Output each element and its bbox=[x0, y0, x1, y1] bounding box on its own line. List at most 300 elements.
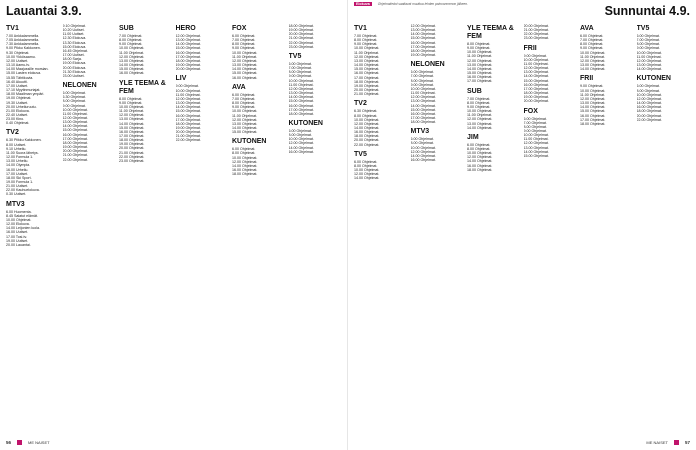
program-listing: 18.00 Ohjelmat. bbox=[467, 167, 493, 172]
channel-block bbox=[524, 45, 578, 104]
program-listing: 9.00 Pikku Kakkonen. bbox=[6, 46, 41, 51]
program-listing: 7.00 Ohjelmat. bbox=[467, 96, 491, 101]
program-listing: 8.00 Ohjelmat. bbox=[467, 146, 491, 151]
program-listing: 19.00 Ohjelmat. bbox=[119, 142, 145, 147]
program-listing: 16.00 Ohjelmat. bbox=[410, 158, 436, 163]
program-listing: 13.00 Ohjelmat. bbox=[175, 101, 201, 106]
program-listing: 19.00 Ohjelmat. bbox=[523, 95, 549, 100]
program-listing: 10.00 Ohjelmat. bbox=[119, 46, 145, 51]
program-listing: 17.00 Uutiset. bbox=[6, 83, 29, 88]
program-listing: 8.00 Ohjelmat. bbox=[410, 141, 434, 146]
program-listing: 17.00 Ohjelmat. bbox=[410, 115, 436, 120]
program-listing: 14.00 Maajussille morsian. bbox=[6, 67, 49, 72]
program-listing: 7.30 Ankkalammella. bbox=[6, 42, 40, 47]
program-listing: 14.00 Ohjelmat. bbox=[636, 101, 662, 106]
program-listing: 18.00 Ohjelmat. bbox=[410, 120, 436, 125]
program-listing: 6.00 Ohjelmat. bbox=[410, 137, 434, 142]
program-listing: 12.00 Ohjelmat. bbox=[580, 58, 606, 63]
program-listing: 15.00 Ohjelmat. bbox=[288, 99, 314, 104]
program-listing: 8.00 Ohjelmat. bbox=[580, 42, 604, 47]
program-listing: 12.00 Ohjelmat. bbox=[636, 58, 662, 63]
program-listing: 7.00 Ohjelmat. bbox=[232, 96, 256, 101]
program-listing: 12.00 Ohjelmat. bbox=[410, 149, 436, 154]
program-listing: 15.00 Ohjelmat. bbox=[580, 109, 606, 114]
program-listing: 13.00 Ohjelmat. bbox=[119, 117, 145, 122]
program-listing: 16.00 Ohjelmat. bbox=[523, 82, 549, 87]
program-listing: 10.00 Ohjelmat. bbox=[523, 133, 549, 138]
channel-name: KUTONEN bbox=[288, 119, 323, 127]
program-listing: 16.00 Ohjelmat. bbox=[288, 103, 314, 108]
program-listing: 10.00 Ohjelmat. bbox=[636, 92, 662, 97]
program-listing: 6.00 Ohjelmat. bbox=[636, 34, 660, 38]
channel-name: NELONEN bbox=[62, 82, 97, 90]
program-listing: 9.00 Ohjelmat. bbox=[175, 84, 199, 89]
channel-block bbox=[289, 120, 343, 154]
program-listing: 10.00 Ohjelmat. bbox=[288, 137, 314, 142]
program-listing: 12.00 Ohjelmat. bbox=[288, 141, 314, 146]
program-listing: 11.00 Ohjelmat. bbox=[232, 54, 258, 59]
program-listing: 7.00 Ohjelmat. bbox=[288, 66, 312, 71]
program-listing: 17.00 Ohjelmat. bbox=[467, 79, 493, 84]
program-listing: 10.00 Ohjelmat. bbox=[636, 50, 662, 55]
channel-name: FOX bbox=[523, 107, 538, 115]
program-listing: 14.00 Ohjelmat. bbox=[580, 67, 606, 72]
channel-block bbox=[467, 25, 521, 84]
listing-column bbox=[232, 24, 286, 436]
channel-block bbox=[467, 88, 521, 130]
program-listing: 17.00 Ohjelmat. bbox=[410, 44, 436, 49]
channel-block bbox=[411, 24, 465, 57]
program-listing: 21.00 Ohjelmat. bbox=[288, 36, 314, 41]
channel-block bbox=[63, 82, 117, 162]
program-listing: 15.00 Ohjelmat. bbox=[410, 36, 436, 41]
program-listing: 11.00 Ohjelmat. bbox=[580, 92, 606, 97]
right-page-header bbox=[354, 4, 690, 18]
program-listing: 19.00 Elokuva. bbox=[62, 61, 87, 66]
right-footer bbox=[354, 438, 690, 446]
program-listing: 18.00 Ohjelmat. bbox=[62, 140, 88, 145]
program-listing: 20.00 Elokuva. bbox=[62, 65, 87, 70]
channel-name: TV2 bbox=[6, 129, 19, 137]
program-listing: 6.00 Ohjelmat. bbox=[410, 70, 434, 75]
program-listing: 20.00 Ohjelmat. bbox=[636, 113, 662, 118]
listing-column bbox=[119, 24, 173, 436]
disclaimer-text: Ohjelmatiedot saattavat muuttua lehden painoonmenon jälkeen. bbox=[377, 2, 468, 6]
program-listing: 13.00 Ohjelmat. bbox=[467, 121, 493, 126]
program-listing: 15.00 Ohjelmat. bbox=[467, 71, 493, 76]
program-listing: 9.00 Ohjelmat. bbox=[410, 82, 434, 87]
program-listing: 6.00 Ohjelmat. bbox=[62, 91, 86, 96]
program-listing: 21.00 Uutiset. bbox=[6, 184, 29, 189]
channel-block bbox=[232, 25, 286, 80]
program-listing: 8.00 Ohjelmat. bbox=[636, 42, 660, 47]
program-listing: 19.00 Uutiset. bbox=[6, 238, 29, 243]
program-listing: 14.00 Ohjelmat. bbox=[288, 145, 314, 150]
program-listing: 12.00 Ohjelmat. bbox=[636, 96, 662, 101]
program-listing: 8.00 Ohjelmat. bbox=[288, 133, 312, 138]
program-listing: 12.00 Ohjelmat. bbox=[410, 95, 436, 100]
channel-name: FOX bbox=[232, 25, 247, 32]
program-listing: 6.00 Ohjelmat. bbox=[288, 128, 312, 133]
program-listing: 21.00 Elokuva. bbox=[6, 108, 30, 113]
program-listing: 10.00 Ohjelmat. bbox=[467, 50, 493, 55]
program-listing: 9.00 Ohjelmat. bbox=[119, 100, 143, 105]
program-listing: 6.00 Ohjelmat. bbox=[636, 84, 660, 89]
program-listing: 12.00 Ohjelmat. bbox=[232, 117, 258, 122]
program-listing: 12.00 Ohjelmat. bbox=[119, 113, 145, 118]
program-listing: 7.00 Ohjelmat. bbox=[523, 120, 547, 125]
program-listing: 17.00 Ohjelmat. bbox=[354, 75, 380, 80]
program-listing: 8.00 Ohjelmat. bbox=[232, 151, 256, 156]
channel-block bbox=[289, 53, 343, 116]
program-listing: 10.00 Ohjelmat. bbox=[354, 168, 380, 173]
program-listing: 21.00 Ohjelmat. bbox=[62, 153, 88, 158]
channel-name: KUTONEN bbox=[636, 75, 671, 83]
channel-name: AVA bbox=[232, 83, 246, 91]
channel-name: TV2 bbox=[354, 100, 367, 108]
channel-name: TV5 bbox=[288, 52, 302, 60]
program-listing: 12.00 Elokuva. bbox=[6, 222, 30, 227]
program-listing: 12.00 Uutiset. bbox=[6, 58, 29, 63]
program-listing: 12.00 Ohjelmat. bbox=[580, 96, 606, 101]
channel-name: SUB bbox=[467, 87, 482, 95]
program-listing: 13.00 Urheilu. bbox=[6, 159, 29, 164]
program-listing: 11.00 Ohjelmat. bbox=[580, 54, 606, 59]
program-listing: 13.00 Ohjelmat. bbox=[636, 63, 662, 68]
channel-block bbox=[354, 100, 408, 146]
program-listing: 21.00 Ohjelmat. bbox=[175, 134, 201, 139]
program-listing: 18.00 Maailman ympäri. bbox=[6, 92, 45, 97]
program-listing: 16.00 Ohjelmat. bbox=[175, 50, 201, 55]
program-listing: 11.00 Ohjelmat. bbox=[410, 91, 436, 96]
program-listing: 9.00 Ohjelmat. bbox=[467, 104, 491, 109]
page-number: 57 bbox=[684, 439, 690, 445]
program-listing: 11.00 Ohjelmat. bbox=[354, 50, 380, 55]
channel-name: FRII bbox=[580, 75, 594, 83]
program-listing: 7.00 Ohjelmat. bbox=[119, 34, 143, 38]
channel-block bbox=[176, 75, 230, 142]
channel-block bbox=[354, 25, 408, 96]
program-listing: 15.00 Ohjelmat. bbox=[119, 125, 145, 130]
program-listing: 7.00 Ohjelmat. bbox=[232, 38, 256, 43]
program-listing: 23.00 Ohjelmat. bbox=[523, 36, 549, 41]
program-listing: 22.40 Uutiset. bbox=[6, 112, 29, 117]
program-listing: 11.00 Ohjelmat. bbox=[523, 61, 549, 66]
program-listing: 18.00 Ohjelmat. bbox=[175, 58, 201, 63]
program-listing: 22.00 Ohjelmat. bbox=[288, 40, 314, 45]
program-listing: 17.00 Uutiset. bbox=[6, 171, 29, 176]
program-listing: 16.00 Ohjelmat. bbox=[467, 75, 493, 80]
program-listing: 8.45 Salatut elämät. bbox=[6, 213, 38, 218]
program-listing: 6.00 Ohjelmat. bbox=[232, 92, 256, 97]
channel-block bbox=[524, 108, 578, 159]
channel-name: NELONEN bbox=[410, 61, 445, 69]
day-title-sunday: Sunnuntai 4.9. bbox=[604, 4, 690, 18]
program-listing: 10.00 Ohjelmat. bbox=[580, 88, 606, 93]
program-listing: 19.00 Ohjelmat. bbox=[354, 83, 380, 88]
program-listing: 12.00 Ohjelmat. bbox=[467, 58, 493, 63]
program-listing: 6.00 Huomenta. bbox=[6, 209, 32, 214]
program-listing: 19.00 Formula 1. bbox=[6, 180, 34, 184]
right-listings bbox=[354, 24, 690, 436]
program-listing: 22.00 Ohjelmat. bbox=[354, 142, 380, 147]
program-listing: 20.00 Lauantai. bbox=[6, 242, 31, 247]
program-listing: 20.00 Ohjelmat. bbox=[175, 130, 201, 135]
program-listing: 6.00 Ohjelmat. bbox=[232, 147, 256, 152]
program-listing: 12.00 Ohjelmat. bbox=[467, 117, 493, 122]
program-listing: 15.00 Elokuva. bbox=[62, 44, 87, 49]
program-listing: 7.00 Ohjelmat. bbox=[580, 38, 604, 43]
program-listing: 11.00 Ohjelmat. bbox=[467, 54, 493, 59]
program-listing: 8.00 Ohjelmat. bbox=[62, 99, 86, 104]
program-listing: 18.00 Ohjelmat. bbox=[175, 121, 201, 126]
program-listing: 15.00 Ohjelmat. bbox=[232, 130, 258, 135]
channel-block bbox=[289, 24, 343, 49]
channel-name: MTV3 bbox=[6, 200, 25, 208]
program-listing: 10.20 Uutiset. bbox=[62, 28, 85, 33]
channel-name: TV5 bbox=[354, 150, 367, 158]
program-listing: 14.00 Ohjelmat. bbox=[232, 125, 258, 130]
program-listing: 12.00 Ohjelmat. bbox=[175, 34, 201, 38]
program-listing: 16.00 Uutiset. bbox=[6, 230, 29, 235]
program-listing: 18.00 Ohjelmat. bbox=[410, 48, 436, 53]
program-listing: 13.00 Ohjelmat. bbox=[410, 28, 436, 33]
program-listing: 14.00 Ohjelmat. bbox=[354, 63, 380, 68]
program-listing: 12.00 Ohjelmat. bbox=[354, 121, 380, 126]
channel-name: FRII bbox=[523, 44, 537, 52]
program-listing: 10.00 Ohjelmat. bbox=[467, 109, 493, 114]
program-listing: 16.00 Ohjelmat. bbox=[636, 105, 662, 110]
program-listing: 14.00 Ohjelmat. bbox=[232, 163, 258, 168]
program-listing: 16.00 Ohjelmat. bbox=[354, 130, 380, 135]
program-listing: 16.00 Urheilu. bbox=[6, 167, 29, 172]
program-listing: 9.00 Ohjelmat. bbox=[467, 46, 491, 51]
program-listing: 13.00 Ohjelmat. bbox=[119, 58, 145, 63]
program-listing: 17.00 Ohjelmat. bbox=[580, 117, 606, 122]
program-listing: 14.00 Ohjelmat. bbox=[410, 32, 436, 37]
program-listing: 22.00 Ohjelmat. bbox=[636, 117, 662, 122]
program-listing: 10.00 Ohjelmat. bbox=[580, 50, 606, 55]
program-listing: 12.00 Ohjelmat. bbox=[523, 66, 549, 71]
program-listing: 10.00 Ohjelmat. bbox=[354, 117, 380, 122]
channel-name: MTV3 bbox=[410, 128, 430, 136]
program-listing: 11.00 Ohjelmat. bbox=[523, 137, 549, 142]
program-listing: 12.00 Ohjelmat. bbox=[354, 172, 380, 177]
program-listing: 14.00 Ohjelmat. bbox=[636, 67, 662, 72]
channel-name: YLE TEEMA & FEM bbox=[119, 79, 166, 95]
program-listing: 11.00 Ohjelmat. bbox=[175, 92, 201, 97]
program-listing: 6.00 Ohjelmat. bbox=[354, 159, 378, 164]
program-listing: 19.00 Ohjelmat. bbox=[6, 96, 32, 101]
program-listing: 11.00 Suora lähetys. bbox=[6, 150, 39, 155]
program-listing: 17.00 Ohjelmat. bbox=[119, 133, 145, 138]
program-listing: 15.00 Ohjelmat. bbox=[523, 153, 549, 158]
program-listing: 16.00 Ohjelmat. bbox=[288, 149, 314, 154]
program-listing: 15.00 Ohjelmat. bbox=[410, 107, 436, 112]
brand-mark-icon bbox=[17, 440, 22, 445]
program-listing: 9.00 Ohjelmat. bbox=[523, 128, 547, 133]
program-listing: 14.00 Ohjelmat. bbox=[232, 67, 258, 72]
channel-block bbox=[637, 25, 691, 71]
program-listing: 14.00 Ohjelmat. bbox=[523, 149, 549, 154]
program-listing: 10.00 Ohjelmat. bbox=[232, 155, 258, 160]
program-listing: 9.00 Ohjelmat. bbox=[580, 46, 604, 51]
program-listing: 11.00 Ohjelmat. bbox=[232, 113, 258, 118]
listing-column bbox=[6, 24, 60, 436]
program-listing: 14.00 Ohjelmat. bbox=[467, 125, 493, 130]
program-listing: 20.00 Ohjelmat. bbox=[354, 138, 380, 143]
channel-block bbox=[6, 201, 60, 247]
program-listing: 7.00 Ohjelmat. bbox=[410, 74, 434, 79]
program-listing: 13.00 Ohjelmat. bbox=[467, 62, 493, 67]
program-listing: 6.30 Ohjelmat. bbox=[62, 95, 86, 100]
program-listing: 7.00 Ohjelmat. bbox=[354, 34, 378, 38]
program-listing: 20.00 Ohjelmat. bbox=[523, 99, 549, 104]
program-listing: 13.00 Ohjelmat. bbox=[354, 58, 380, 63]
channel-name: TV1 bbox=[354, 25, 367, 32]
program-listing: 11.00 Ohjelmat. bbox=[636, 54, 662, 59]
program-listing: 22.00 Ohjelmat. bbox=[523, 32, 549, 37]
program-listing: 11.00 Ohjelmat. bbox=[467, 113, 493, 118]
program-listing: 10.00 Ohjelmat. bbox=[175, 88, 201, 93]
program-listing: 13.00 Ohjelmat. bbox=[580, 101, 606, 106]
right-columns bbox=[354, 24, 690, 436]
program-listing: 18.00 Ohjelmat. bbox=[232, 172, 258, 177]
program-listing: 18.00 Sarja. bbox=[62, 57, 82, 62]
program-listing: 16.00 Ohjelmat. bbox=[119, 71, 145, 76]
channel-block bbox=[232, 138, 286, 176]
program-listing: 16.00 Ohjelmat. bbox=[62, 132, 88, 137]
left-page-header bbox=[6, 4, 342, 18]
program-listing: 18.00 Ohjelmat. bbox=[580, 121, 606, 126]
program-listing: 23.00 Kino. bbox=[6, 117, 25, 122]
program-listing: 8.00 Ohjelmat. bbox=[288, 70, 312, 75]
program-listing: 18.00 Ohjelmat. bbox=[354, 134, 380, 139]
program-listing: 21.00 Ohjelmat. bbox=[119, 150, 145, 155]
listing-column bbox=[176, 24, 230, 436]
left-footer bbox=[6, 438, 342, 446]
program-listing: 11.00 Uutiset. bbox=[62, 32, 85, 37]
program-listing: 22.00 Ohjelmat. bbox=[62, 157, 88, 162]
program-listing: 17.00 Ohjelmat. bbox=[288, 107, 314, 112]
program-listing: 13.10 Aamu-tv. bbox=[6, 63, 30, 68]
program-listing: 13.00 Ohjelmat. bbox=[232, 121, 258, 126]
program-listing: 9.00 Ohjelmat. bbox=[580, 84, 604, 89]
program-listing: 19.30 Uutiset. bbox=[6, 100, 29, 105]
brand-mark-icon bbox=[674, 440, 679, 445]
program-listing: 16.00 Ohjelmat. bbox=[580, 113, 606, 118]
program-listing: 8.00 Uutiset. bbox=[6, 142, 27, 147]
program-listing: 17.10 Myytinmurtajat. bbox=[6, 88, 41, 93]
listing-column bbox=[580, 24, 634, 436]
listing-column bbox=[354, 24, 408, 436]
program-listing: 8.00 Ohjelmat. bbox=[119, 38, 143, 43]
program-listing: 16.00 Ohjelmat. bbox=[410, 111, 436, 116]
channel-block bbox=[232, 84, 286, 135]
listing-column bbox=[637, 24, 691, 436]
program-listing: 18.00 Ohjelmat. bbox=[119, 138, 145, 143]
program-listing: 12.00 Ohjelmat. bbox=[62, 115, 88, 120]
program-listing: 17.00 Ohjelmat. bbox=[175, 54, 201, 59]
program-listing: 16.40 Akuutti. bbox=[6, 79, 28, 84]
program-listing: 9.10 Urheilu. bbox=[6, 146, 27, 151]
program-listing: 10.00 Ohjelmat. bbox=[288, 78, 314, 83]
program-listing: 14.00 Ohjelmat. bbox=[410, 153, 436, 158]
program-listing: 15.00 Ohjelmat. bbox=[523, 78, 549, 83]
channel-block bbox=[119, 80, 173, 164]
program-listing: 15.00 Ohjelmat. bbox=[175, 46, 201, 51]
program-listing: 20.00 Urheiluruutu. bbox=[6, 104, 37, 109]
program-listing: 13.00 Ohjelmat. bbox=[175, 38, 201, 43]
program-listing: 10.00 Ohjelmat. bbox=[467, 151, 493, 156]
program-listing: 15.55 Tähtikuvia. bbox=[6, 75, 34, 80]
program-listing: 9.00 Ohjelmat. bbox=[523, 53, 547, 58]
magazine-name: ME NAISET bbox=[646, 439, 668, 445]
program-listing: 9.30 Ohjelmat. bbox=[6, 50, 30, 55]
channel-name: SUB bbox=[119, 25, 134, 32]
program-listing: 9.10 Ohjelmat. bbox=[62, 24, 86, 28]
program-listing: 14.00 Ohjelmat. bbox=[175, 105, 201, 110]
program-listing: 10.00 Ohjelmat. bbox=[232, 109, 258, 114]
program-listing: 20.00 Ohjelmat. bbox=[119, 146, 145, 151]
program-listing: 8.00 Ohjelmat. bbox=[467, 100, 491, 105]
program-listing: 18.00 Ohjelmat. bbox=[288, 24, 314, 28]
program-listing: 16.00 Ohjelmat. bbox=[119, 129, 145, 134]
right-page bbox=[348, 0, 696, 450]
program-listing: 12.00 Ohjelmat. bbox=[232, 159, 258, 164]
program-listing: 14.00 Olympia. bbox=[6, 163, 31, 168]
left-listings bbox=[6, 24, 342, 436]
program-listing: 8.00 Ohjelmat. bbox=[523, 124, 547, 129]
channel-block bbox=[176, 25, 230, 71]
channel-name: JIM bbox=[467, 133, 479, 141]
program-listing: 15.00 Lasten elokuva. bbox=[6, 71, 42, 76]
program-listing: 17.00 Uutiset. bbox=[62, 53, 85, 58]
program-listing: 8.00 Ohjelmat. bbox=[232, 101, 256, 106]
page-number: 56 bbox=[6, 439, 12, 445]
program-listing: 6.00 Ohjelmat. bbox=[232, 34, 256, 38]
program-listing: 15.00 Ohjelmat. bbox=[62, 128, 88, 133]
program-listing: 10.00 Ohjelmat. bbox=[523, 57, 549, 62]
channel-block bbox=[580, 75, 634, 126]
program-listing: 14.00 Ohjelmat. bbox=[119, 63, 145, 68]
program-listing: 14.00 Ohjelmat. bbox=[288, 95, 314, 100]
program-listing: 12.30 Elokuva. bbox=[62, 36, 87, 41]
program-listing: 6.00 Ohjelmat. bbox=[580, 34, 604, 38]
program-listing: 9.00 Ohjelmat. bbox=[288, 74, 312, 79]
program-listing: 13.00 Ohjelmat. bbox=[523, 145, 549, 150]
program-listing: 13.00 Ohjelmat. bbox=[232, 63, 258, 68]
program-listing: 9.00 Ohjelmat. bbox=[232, 46, 256, 51]
program-listing: 16.00 Ohjelmat. bbox=[232, 168, 258, 173]
program-listing: 17.00 Ohjelmat. bbox=[62, 136, 88, 141]
program-listing: 14.00 Ohjelmat. bbox=[62, 124, 88, 129]
channel-block bbox=[6, 25, 60, 125]
program-listing: 23.00 Uutiset. bbox=[62, 73, 85, 78]
program-listing: 22.00 Kauhuelokuva. bbox=[6, 188, 40, 193]
program-listing: 8.00 Ohjelmat. bbox=[354, 163, 378, 168]
magazine-name: ME NAISET bbox=[28, 439, 50, 445]
program-listing: 19.00 Ohjelmat. bbox=[410, 53, 436, 58]
channel-block bbox=[411, 128, 465, 162]
program-listing: 8.00 Ohjelmat. bbox=[232, 42, 256, 47]
program-listing: 10.00 Ohjelmat. bbox=[232, 50, 258, 55]
program-listing: 20.00 Ohjelmat. bbox=[354, 88, 380, 93]
program-listing: 23.00 Ohjelmat. bbox=[288, 44, 314, 49]
program-listing: 6.00 Ohjelmat. bbox=[288, 61, 312, 66]
program-listing: 17.00 Tosi-tv. bbox=[6, 234, 28, 239]
program-listing: 10.00 Ykkösaamu. bbox=[6, 54, 36, 59]
